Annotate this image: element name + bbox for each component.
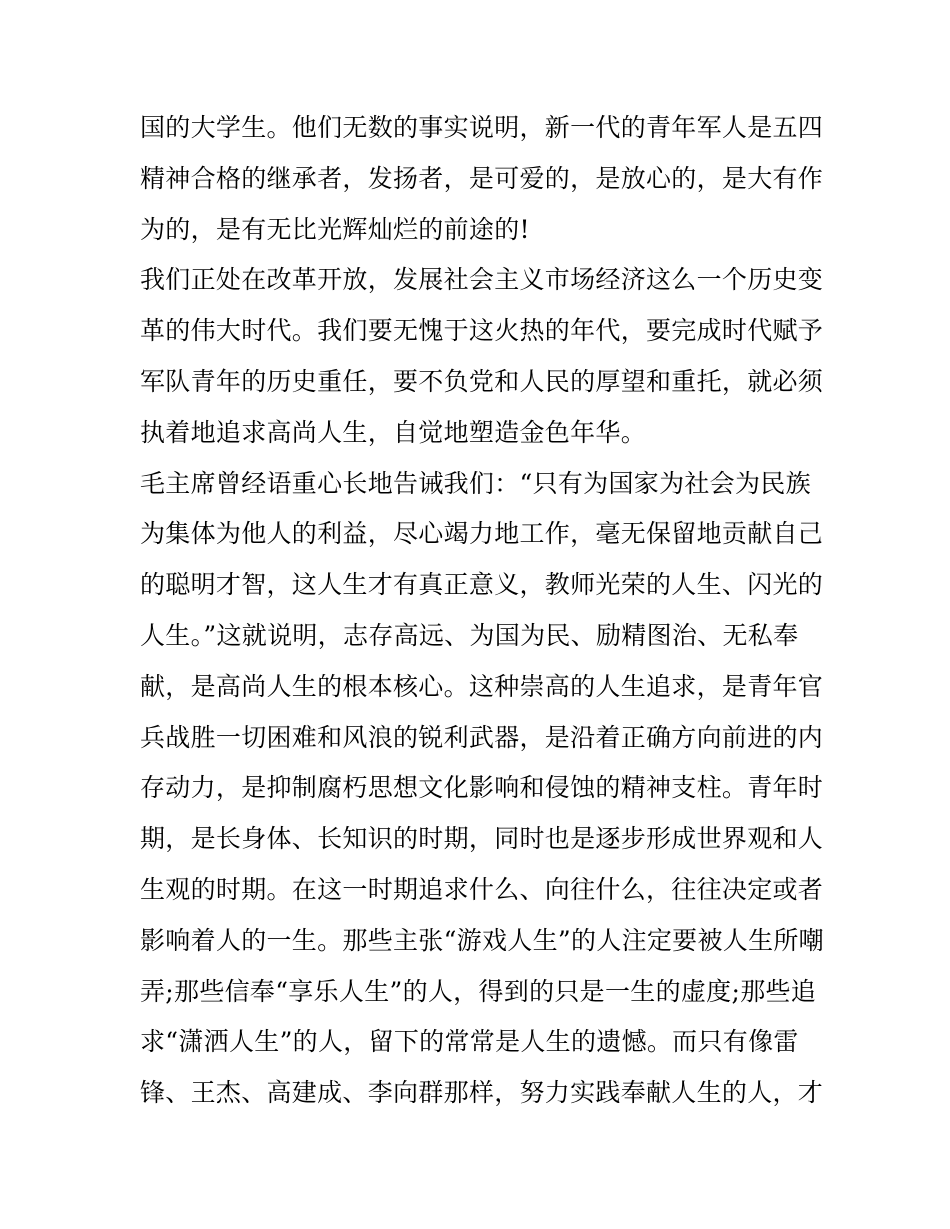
- text-line: 执着地追求高尚人生，自觉地塑造金色年华。: [140, 417, 647, 447]
- text-line: 献，是高尚人生的根本核心。这种崇高的人生追求，是青年官: [140, 671, 824, 701]
- text-line: 锋、王杰、高建成、李向群那样，努力实践奉献人生的人，才: [140, 1078, 824, 1108]
- text-line: 存动力，是抑制腐朽思想文化影响和侵蚀的精神支柱。青年时: [140, 773, 824, 803]
- text-line: 弄;那些信奉“享乐人生”的人，得到的只是一生的虚度;那些追: [140, 976, 817, 1006]
- text-line: 的聪明才智，这人生才有真正意义，教师光荣的人生、闪光的: [140, 570, 824, 600]
- text-line: 精神合格的继承者，发扬者，是可爱的，是放心的，是大有作: [140, 163, 824, 193]
- text-line: 国的大学生。他们无数的事实说明，新一代的青年军人是五四: [140, 113, 824, 142]
- text-line: 影响着人的一生。那些主张“游戏人生”的人注定要被人生所嘲: [140, 925, 824, 955]
- text-line: 求“潇洒人生”的人，留下的常常是人生的遗憾。而只有像雷: [140, 1027, 799, 1057]
- text-line: 生观的时期。在这一时期追求什么、向往什么，往往决定或者: [140, 874, 824, 904]
- text-line: 人生。”这就说明，志存高远、为国为民、励精图治、无私奉: [140, 620, 799, 650]
- text-line: 兵战胜一切困难和风浪的锐利武器，是沿着正确方向前进的内: [140, 722, 824, 752]
- text-line: 期，是长身体、长知识的时期，同时也是逐步形成世界观和人: [140, 824, 824, 854]
- text-line: 革的伟大时代。我们要无愧于这火热的年代，要完成时代赋予: [140, 316, 824, 346]
- body-text: [140, 103, 824, 1119]
- text-line: 毛主席曾经语重心长地告诫我们：“只有为国家为社会为民族: [140, 468, 811, 498]
- text-line: 我们正处在改革开放，发展社会主义市场经济这么一个历史变: [140, 265, 824, 295]
- text-line: 军队青年的历史重任，要不负党和人民的厚望和重托，就必须: [140, 366, 824, 396]
- text-line: 为的，是有无比光辉灿烂的前途的!: [140, 214, 530, 244]
- text-line: 为集体为他人的利益，尽心竭力地工作，毫无保留地贡献自己: [140, 519, 824, 549]
